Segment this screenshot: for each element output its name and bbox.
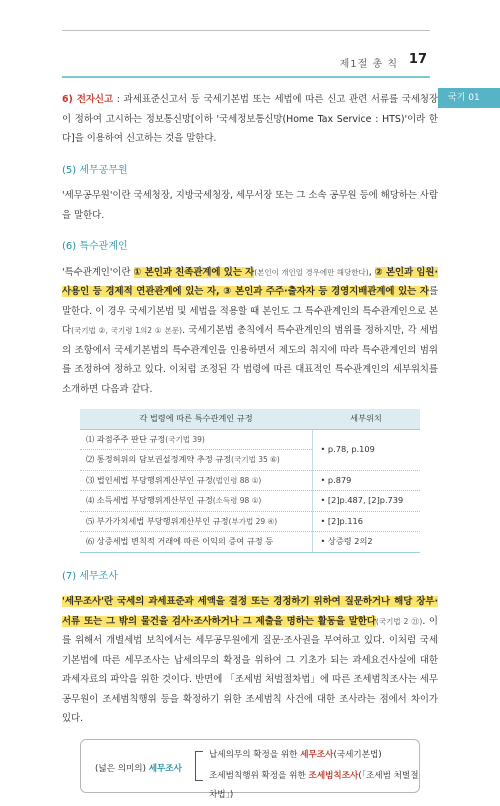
table-cell-rule (80, 429, 312, 450)
table-cell-location: • [2]p.487, [2]p.739 (312, 491, 420, 512)
efiling-text: : 과세표준신고서 등 국세기본법 또는 세법에 따른 신고 관련 서류를 국세청장이 정하여 고시하는 정보통신망[이하 '국세정보통신망(Home Tax Service : HTS)'이라 한다]을 이용하여 신고하는 것을 말한다. (62, 94, 438, 144)
lead-keyword: 세무조사 (148, 763, 182, 774)
side-tab[interactable]: 국기 01 (438, 88, 500, 108)
related-party-table (80, 409, 420, 553)
paragraph-efiling (62, 90, 438, 149)
rule-citation: (법인령 88 ①) (212, 475, 262, 485)
table-cell-rule (80, 470, 312, 491)
table-cell-location: • [2]p.116 (312, 511, 420, 532)
rule-citation: (국기법 39) (165, 434, 205, 444)
citation: (국기법 ②, 국기령 1의2 ① 본문) (71, 326, 183, 335)
text-fragment: . 국세기본법 총칙에서 특수관계인의 범위를 정하지만, 각 세법의 조항에서 국세기본법의 특수관계인을 인용하면서 제도의 취지에 따라 특수관계인의 범위를 조정하여 정하고 있다. 이처럼 조정된 각 법령에 따른 대표적인 특수관계인의 세부위치를 소개하면 다음과 같다. (62, 325, 438, 395)
table-row (80, 470, 420, 491)
audit-summary-box (80, 739, 420, 800)
table-cell-location: • p.879 (312, 470, 420, 491)
rule-citation: (부가법 29 ④) (228, 516, 278, 526)
rule-text: ⑵ 통정허위의 담보권설정계약 추정 규정 (86, 454, 232, 464)
column-header-rule: 각 법령에 따른 특수관계인 규정 (80, 409, 312, 429)
rule-text: ⑶ 법인세법 부당행위계산부인 규정 (86, 474, 213, 485)
rule-text: ⑴ 과점주주 판단 규정 (86, 433, 166, 444)
table-cell-rule (80, 532, 312, 553)
table-cell-location: • 상증령 2의2 (312, 532, 420, 553)
line-tail: (「조세범 처벌절차법」) (209, 770, 419, 800)
summary-line-2 (209, 767, 419, 806)
body-text (62, 92, 439, 800)
rule-citation: (소득령 98 ①) (212, 496, 262, 505)
running-head: 제1절 총 칙 (339, 59, 398, 70)
paragraph-tax-audit (62, 592, 438, 729)
rule-text: ⑷ 소득세법 부당행위계산부인 규정 (86, 495, 213, 505)
table-row (80, 532, 420, 553)
rule-citation: (국기법 35 ⑥) (231, 455, 280, 464)
citation: (본인이 개인일 경우에만 해당한다) (254, 267, 369, 277)
text-fragment: 를 말한다. 이 경우 국세기본법 및 세법을 적용할 때 본인도 그 특수관계인의 특수관계인으로 본다 (62, 286, 438, 336)
text-fragment: '특수관계인'이란 (62, 266, 134, 278)
text-fragment: , (368, 266, 375, 278)
summary-lead (95, 760, 182, 780)
brace-icon (195, 751, 203, 781)
highlight-2: ② 본인과 임원·사용인 등 경제적 연관관계에 있는 자, ③ 본인과 주주·출자자 등 경영지배관계에 있는 자 (62, 266, 439, 297)
line-keyword: 조세범칙조사 (308, 770, 359, 781)
highlight-1: ① 본인과 친족관계에 있는 자 (133, 266, 255, 278)
paragraph-tax-official: '세무공무원'이란 국세청장, 지방국세청장, 세무서장 또는 그 소속 공무원 등에 해당하는 사람을 말한다. (62, 190, 438, 221)
rule-text: ⑹ 상증세법 변칙적 거래에 따른 이익의 증여 규정 등 (86, 536, 274, 546)
table-row (80, 511, 420, 532)
text-fragment: . 이를 위해서 개별세법 보칙에서는 세무공무원에게 질문·조사권을 부여하고 있다. 이처럼 국세기본법에 따른 세무조사는 납세의무의 확정을 위하여 그 기초가 되는 과세요건사실에 대한 과세자료의 파악을 위한 것이다. 반면에 「조세범 처벌절차법」에 따른 조세범칙조사는 세무공무원이 조세범칙행위 등을 확정하기 위한 조세범칙 사건에 대한 조사라는 점에서 차이가 있다. (62, 615, 438, 724)
page-number: 17 (408, 52, 427, 67)
summary-line-1 (209, 746, 382, 766)
header-rule (62, 30, 430, 31)
table-cell-rule (80, 450, 312, 471)
heading-related-party: (6) 특수관계인 (62, 241, 128, 252)
highlight-definition: '세무조사'란 국세의 과세표준과 세액을 결정 또는 경정하기 위하여 질문하거나 해당 장부·서류 또는 그 밖의 물건을 검사·조사하거나 그 제출을 명하는 활동을 말한다 (62, 596, 438, 627)
table-cell-location: • p.78, p.109 (312, 429, 420, 470)
table-row (80, 429, 420, 450)
line-keyword: 세무조사 (300, 749, 334, 760)
citation: (국기법 2 ㉑) (375, 616, 423, 626)
rule-text: ⑸ 부가가치세법 부당행위계산부인 규정 (86, 515, 229, 526)
line-tail: (국세기본법) (333, 749, 382, 760)
header-bar (62, 76, 430, 78)
heading-tax-official: (5) 세무공무원 (62, 164, 128, 176)
table-row (80, 491, 420, 512)
line-text: 납세의무의 확정을 위한 (209, 749, 301, 760)
column-header-location: 세부위치 (312, 409, 420, 429)
efiling-label: 6) 전자신고 (62, 94, 114, 105)
line-text: 조세범칙행위 확정을 위한 (209, 770, 309, 781)
heading-tax-audit: (7) 세무조사 (62, 570, 118, 582)
table-cell-rule (80, 511, 312, 532)
paragraph-related-party (62, 263, 438, 400)
lead-prefix: (넓은 의미의) (95, 763, 146, 774)
table-cell-rule (80, 491, 312, 512)
table-header-row (80, 409, 420, 429)
